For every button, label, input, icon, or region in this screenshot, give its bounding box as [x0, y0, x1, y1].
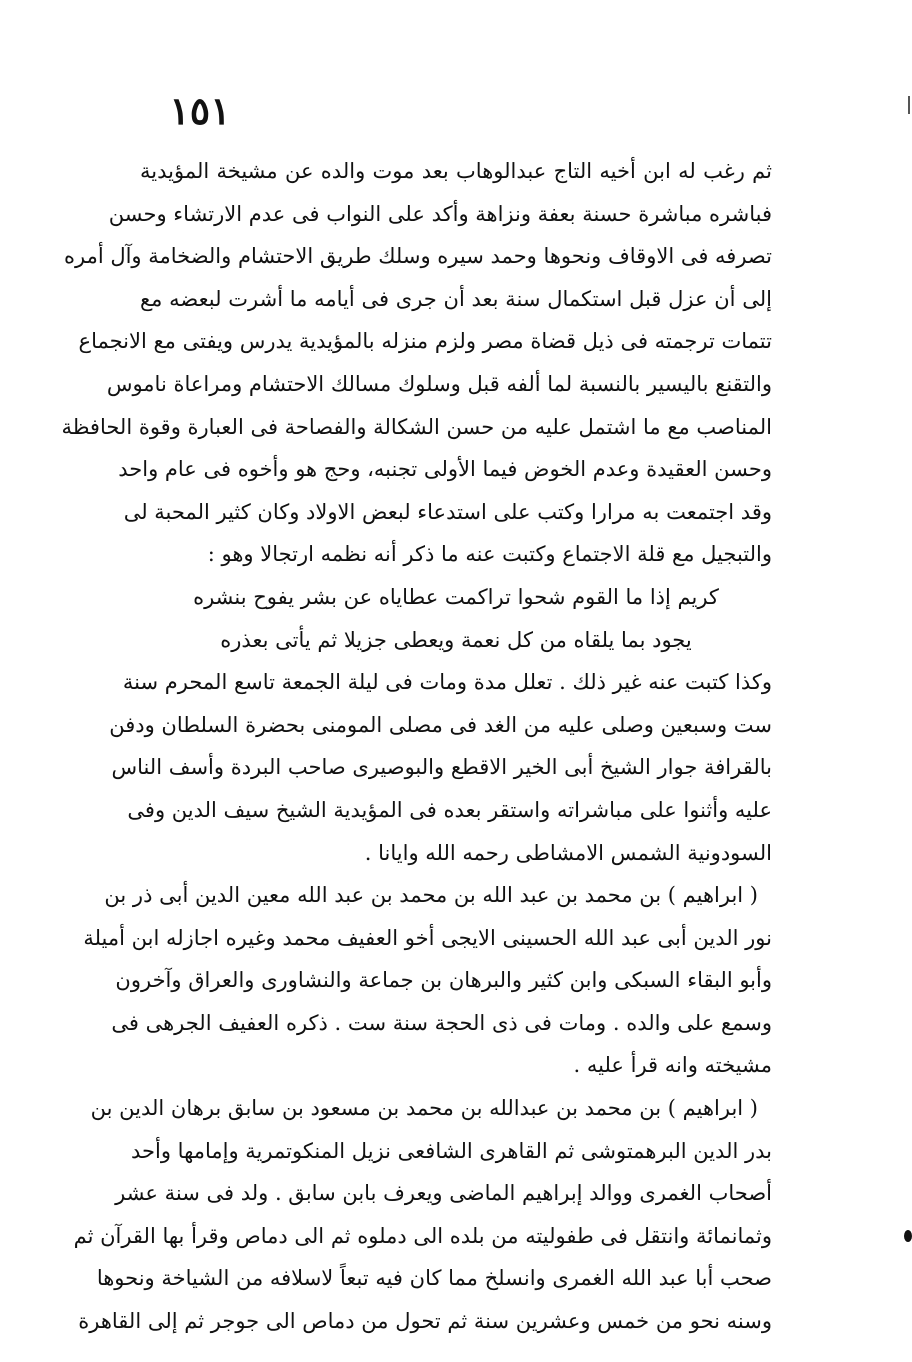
text-line: تصرفه فى الاوقاف ونحوها وحمد سيره وسلك طريق الاحتشام والضخامة وآل أمره: [63, 244, 772, 269]
verse-line: كريم إذا ما القوم شحوا تراكمت عطاياه عن بشر يفوح بنشره: [193, 584, 719, 609]
entry-start-line: ( ابراهيم ) بن محمد بن عبدالله بن محمد بن مسعود بن سابق برهان الدين بن: [90, 1096, 758, 1121]
text-line: وثمانمائة وانتقل فى طفوليته من بلده الى دملوه ثم الى دماص وقرأ بها القرآن ثم: [73, 1223, 772, 1248]
text-line: فباشره مباشرة حسنة بعفة ونزاهة وأكد على النواب فى عدم الارتشاء وحسن: [108, 201, 772, 226]
edge-mark: [908, 96, 910, 114]
text-line: أصحاب الغمرى ووالد إبراهيم الماضى ويعرف بابن سابق . ولد فى سنة عشر: [115, 1181, 772, 1206]
text-line: بدر الدين البرهمتوشى ثم القاهرى الشافعى نزيل المنكوتمرية وإمامها وأحد: [131, 1138, 772, 1163]
text-line: المناصب مع ما اشتمل عليه من حسن الشكالة والفصاحة فى العبارة وقوة الحافظة: [61, 414, 772, 439]
margin-dot: [904, 1230, 912, 1242]
text-line: السودونية الشمس الامشاطى رحمه الله وايانا .: [364, 840, 772, 865]
text-line: تتمات ترجمته فى ذيل قضاة مصر ولزم منزله بالمؤيدية يدرس ويفتى مع الانجماع: [78, 329, 772, 354]
text-line: ثم رغب له ابن أخيه التاج عبدالوهاب بعد موت والده عن مشيخة المؤيدية: [140, 159, 772, 183]
entry-start-line: ( ابراهيم ) بن محمد بن عبد الله بن محمد بن عبد الله معين الدين أبى ذر بن: [104, 883, 758, 908]
main-text: [61, 150, 772, 1343]
text-line: والتقنع باليسير بالنسبة لما ألفه قبل وسلوك مسالك الاحتشام ومراعاة ناموس: [106, 371, 772, 396]
text-line: وقد اجتمعت به مرارا وكتب على استدعاء لبعض الاولاد وكان كثير المحبة لى: [123, 499, 772, 524]
text-line: والتبجيل مع قلة الاجتماع وكتبت عنه ما ذكر أنه نظمه ارتجالا وهو :: [207, 542, 772, 567]
page-number: ١٥١: [169, 88, 231, 133]
text-line: بالقرافة جوار الشيخ أبى الخير الاقطع والبوصيرى صاحب البردة وأسف الناس: [111, 755, 772, 780]
text-line: عليه وأثنوا على مباشراته واستقر بعده فى المؤيدية الشيخ سيف الدين وفى: [127, 797, 772, 822]
text-line: وكذا كتبت عنه غير ذلك . تعلل مدة ومات فى ليلة الجمعة تاسع المحرم سنة: [122, 670, 772, 695]
text-line: وسمع على والده . ومات فى ذى الحجة سنة ست . ذكره العفيف الجرهى فى: [111, 1010, 772, 1035]
text-line: نور الدين أبى عبد الله الحسينى الايجى أخو العفيف محمد وغيره اجازله ابن أميلة: [83, 925, 772, 950]
text-line: وحسن العقيدة وعدم الخوض فيما الأولى تجنبه، وحج هو وأخوه فى عام واحد: [118, 457, 772, 482]
text-line: وأبو البقاء السبكى وابن كثير والبرهان بن جماعة والنشاورى والعراق وآخرون: [115, 968, 772, 993]
text-line: وسنه نحو من خمس وعشرين سنة ثم تحول من دماص الى جوجر ثم إلى القاهرة: [78, 1309, 772, 1334]
text-line: إلى أن عزل قبل استكمال سنة بعد أن جرى فى أيامه ما أشرت لبعضه مع: [140, 286, 772, 311]
verse-line: يجود بما يلقاه من كل نعمة ويعطى جزيلا ثم يأتى بعذره: [220, 627, 692, 652]
text-line: ست وسبعين وصلى عليه من الغد فى مصلى المومنى بحضرة السلطان ودفن: [109, 712, 772, 737]
text-line: مشيخته وانه قرأ عليه .: [573, 1053, 772, 1078]
text-line: صحب أبا عبد الله الغمرى وانسلخ مما كان فيه تبعاً لاسلافه من الشياخة ونحوها: [96, 1266, 772, 1291]
